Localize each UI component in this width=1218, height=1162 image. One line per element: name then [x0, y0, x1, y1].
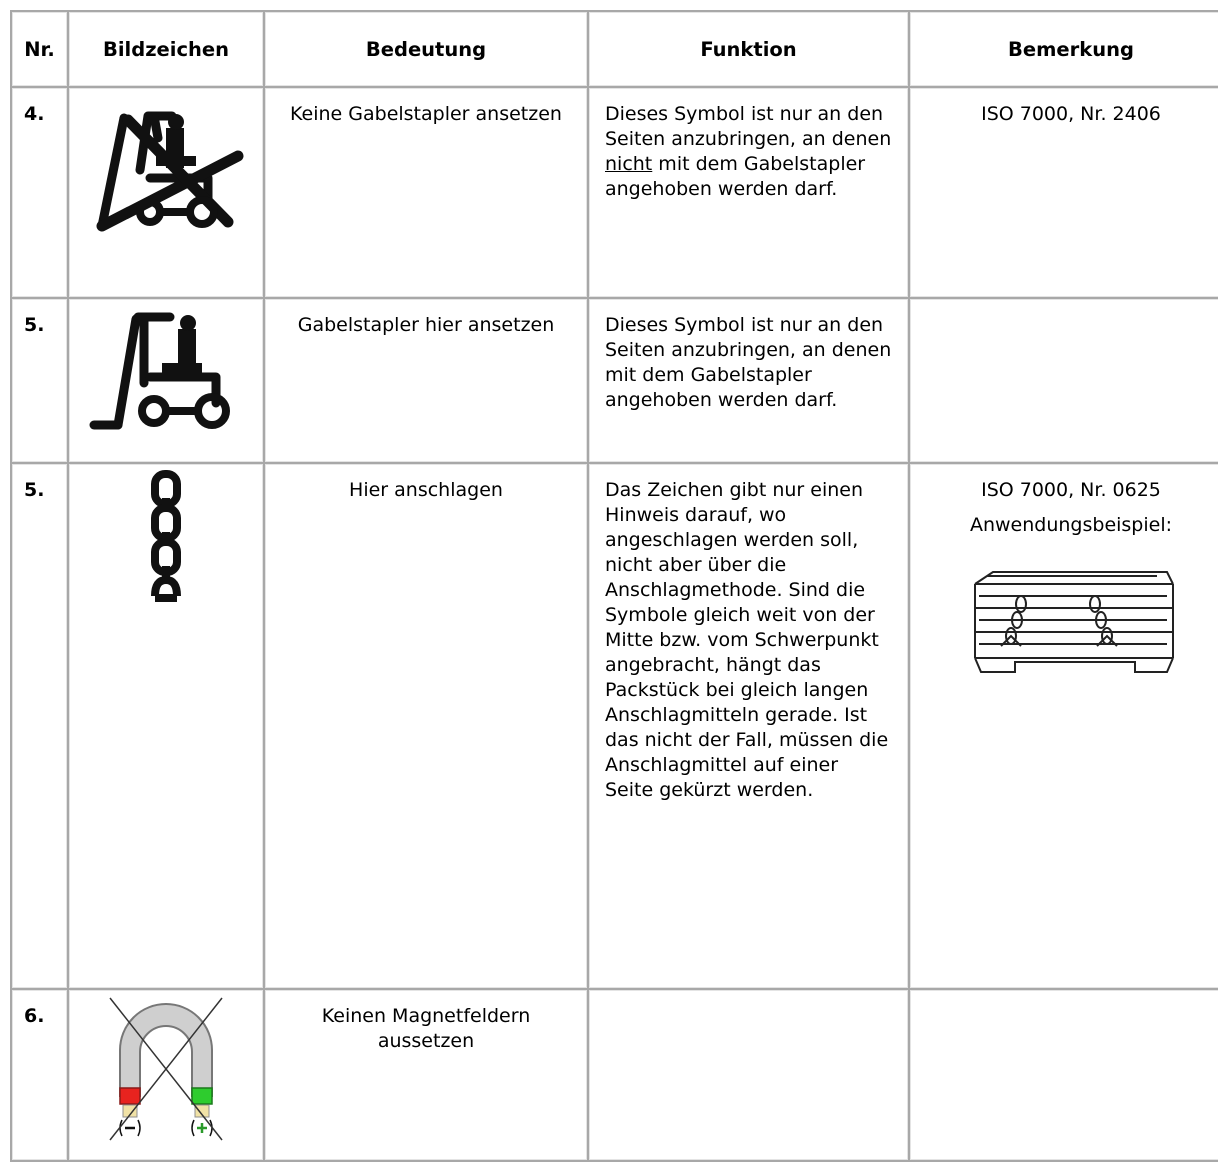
- table-row: [11, 463, 1218, 989]
- header-nr: Nr.: [11, 11, 68, 87]
- funktion-text: Dieses Symbol ist nur an den Seiten anzubringen, an denen nicht mit dem Gabelstapler angehoben werden darf.: [605, 103, 892, 200]
- bedeutung-text: Keine Gabelstapler ansetzen: [290, 103, 562, 125]
- bedeutung-text: Gabelstapler hier ansetzen: [297, 314, 555, 336]
- bemerkung-example-label: Anwendungsbeispiel:: [969, 514, 1173, 536]
- symbol-table: [10, 10, 1218, 1162]
- forklift-icon: [88, 307, 244, 435]
- table-row: [11, 87, 1218, 298]
- chain-icon: [146, 470, 186, 610]
- no-forklift-icon: [88, 98, 244, 238]
- table-row: [11, 989, 1218, 1161]
- row-number: 5.: [24, 314, 45, 336]
- bemerkung-text: [910, 299, 1218, 323]
- header-bildzeichen: Bildzeichen: [68, 11, 264, 87]
- bemerkung-text: [910, 990, 1218, 1014]
- bemerkung-text: ISO 7000, Nr. 2406: [981, 103, 1161, 125]
- header-funktion: Funktion: [588, 11, 909, 87]
- no-magnet-icon: [106, 994, 226, 1144]
- funktion-text: Dieses Symbol ist nur an den Seiten anzubringen, an denen mit dem Gabelstapler angehoben werden darf.: [605, 314, 892, 411]
- header-row: [11, 11, 1218, 87]
- bedeutung-text: Hier anschlagen: [349, 479, 503, 501]
- header-bedeutung: Bedeutung: [264, 11, 588, 87]
- emphasis-nicht: nicht: [605, 153, 653, 175]
- row-number: 4.: [24, 103, 45, 125]
- header-bemerkung: Bemerkung: [909, 11, 1218, 87]
- row-number: 6.: [24, 1005, 45, 1027]
- bemerkung-text: ISO 7000, Nr. 0625: [981, 479, 1161, 501]
- funktion-text: [589, 990, 908, 1014]
- crate-with-chain-markings-image: [967, 562, 1175, 688]
- funktion-text: Das Zeichen gibt nur einen Hinweis darauf, wo angeschlagen werden soll, nicht aber über die Anschlagmethode. Sind die Symbole gleich weit von der Mitte bzw. vom Schwerpunkt angebracht, hängt das Packstück bei gleich langen Anschlagmitteln gerade. Ist das nicht der Fall, müssen die Anschlagmittel auf einer Seite gekürzt werden.: [605, 479, 889, 801]
- bedeutung-text: Keinen Magnetfeldern aussetzen: [321, 1005, 531, 1052]
- table-row: [11, 298, 1218, 463]
- row-number: 5.: [24, 479, 45, 501]
